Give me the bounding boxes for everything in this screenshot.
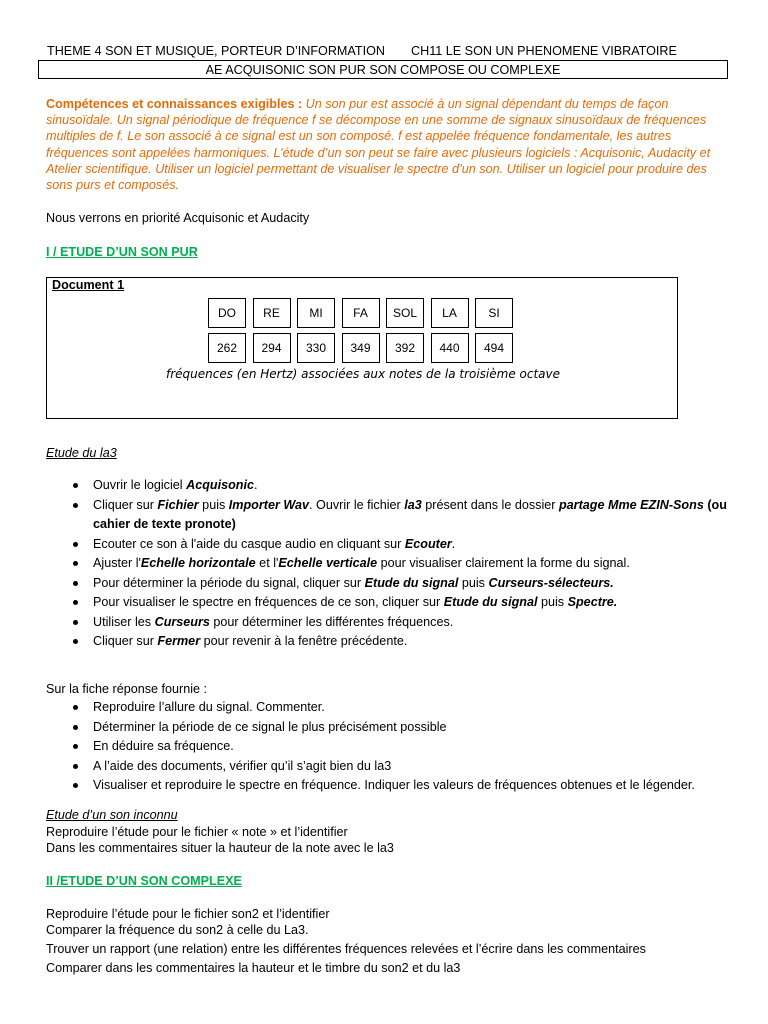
step-text-segment: Importer Wav	[228, 497, 310, 512]
complex-line-3: Trouver un rapport (une relation) entre les différentes fréquences relevées et l’écrire dans les commentaires	[46, 942, 646, 956]
note-frequency-cell: 494	[475, 333, 513, 363]
step-text-segment: Utiliser les	[93, 614, 155, 629]
step-text-segment: . Ouvrir le fichier	[309, 497, 405, 512]
step-text-segment: présent dans le dossier	[421, 497, 559, 512]
note-name-cell: DO	[208, 298, 246, 328]
step-item	[72, 476, 732, 496]
step-item	[72, 593, 732, 613]
step-text-segment: partage Mme EZIN-Sons	[558, 497, 704, 512]
competences-label: Compétences et connaissances exigibles :	[46, 97, 303, 111]
step-text-segment: Pour visualiser le spectre en fréquences de ce son, cliquer sur	[93, 595, 444, 609]
step-text-segment: Fichier	[157, 497, 199, 512]
step-text-segment: Curseurs-sélecteurs.	[488, 575, 614, 590]
step-text-segment: et l'	[255, 556, 279, 570]
answer-item: Déterminer la période de ce signal le plus précisément possible	[72, 718, 732, 738]
answer-item: En déduire sa fréquence.	[72, 737, 732, 757]
step-text-segment: Curseurs	[154, 614, 210, 629]
step-item	[72, 496, 732, 535]
note-frequency-cell: 392	[386, 333, 424, 363]
step-text-segment: .	[253, 478, 258, 492]
step-text-segment: pour déterminer les différentes fréquences.	[209, 614, 454, 629]
header-chapter: CH11 LE SON UN PHENOMENE VIBRATOIRE	[411, 44, 677, 58]
section-heading-complex-sound: II /ETUDE D’UN SON COMPLEXE	[46, 874, 242, 888]
note-frequency-cell: 349	[342, 333, 380, 363]
header-theme: THEME 4 SON ET MUSIQUE, PORTEUR D’INFORMATION	[47, 44, 385, 58]
frequency-table-caption: fréquences (en Hertz) associées aux notes de la troisième octave	[165, 367, 561, 381]
note-frequency-cell: 262	[208, 333, 246, 363]
note-name-cell: FA	[342, 298, 380, 328]
note-frequency-cell: 294	[253, 333, 291, 363]
answer-sheet-intro: Sur la fiche réponse fournie :	[46, 682, 208, 696]
step-text-segment: Pour déterminer la période du signal, cliquer sur	[93, 575, 365, 590]
step-text-segment: Echelle horizontale	[140, 556, 256, 570]
step-text-segment: Etude du signal	[364, 575, 459, 590]
step-item	[72, 574, 732, 594]
note-name-cell: MI	[297, 298, 335, 328]
complex-line-4: Comparer dans les commentaires la hauteur et le timbre du son2 et du la3	[46, 961, 461, 975]
unknown-line-2: Dans les commentaires situer la hauteur de la note avec le la3	[46, 841, 394, 855]
unknown-sound-heading: Etude d’un son inconnu	[46, 808, 178, 822]
answer-item: A l’aide des documents, vérifier qu’il s’agit bien du la3	[72, 757, 732, 777]
priority-line: Nous verrons en priorité Acquisonic et Audacity	[46, 211, 310, 225]
complex-line-2: Comparer la fréquence du son2 à celle du La3.	[46, 923, 309, 937]
step-text-segment: Ajuster l'	[93, 556, 141, 570]
step-text-segment: Cliquer sur	[93, 497, 158, 512]
step-item	[72, 554, 732, 574]
step-text-segment: Ecouter ce son à l'aide du casque audio en cliquant sur	[93, 536, 405, 551]
step-text-segment: Cliquer sur	[93, 634, 158, 648]
document-1-title: Document 1	[52, 278, 125, 292]
step-item	[72, 613, 732, 633]
unknown-line-1: Reproduire l’étude pour le fichier « note » et l’identifier	[46, 825, 348, 839]
step-text-segment: Spectre.	[567, 595, 618, 609]
step-text-segment: (ou cahier de texte pronote)	[93, 497, 727, 531]
step-text-segment: puis	[537, 595, 568, 609]
activity-title: AE ACQUISONIC SON PUR SON COMPOSE OU COMPLEXE	[38, 60, 728, 79]
note-name-cell: SI	[475, 298, 513, 328]
note-names-row	[208, 298, 520, 328]
section-heading-pure-sound: I / ETUDE D’UN SON PUR	[46, 245, 198, 259]
note-name-cell: RE	[253, 298, 291, 328]
document-1-box	[46, 277, 678, 419]
answer-sheet-list	[72, 698, 732, 796]
competences-paragraph	[46, 96, 726, 193]
la3-steps-list	[72, 476, 732, 652]
step-text-segment: .	[451, 536, 456, 551]
note-name-cell: LA	[431, 298, 469, 328]
step-text-segment: Etude du signal	[443, 595, 538, 609]
step-text-segment: Ecouter	[404, 536, 452, 551]
answer-item: Reproduire l’allure du signal. Commenter.	[72, 698, 732, 718]
la3-study-heading: Etude du la3	[46, 446, 117, 460]
step-text-segment: Echelle verticale	[278, 556, 378, 570]
complex-line-1: Reproduire l’étude pour le fichier son2 et l’identifier	[46, 907, 330, 921]
step-item	[72, 632, 732, 652]
step-text-segment: puis	[458, 575, 489, 590]
competences-text: Un son pur est associé à un signal dépendant du temps de façon sinusoïdale. Un signal périodique de fréquence f se décompose en une somme de signaux sinusoïdaux de fréquences multiples de f. Le son associé à ce signal est un son composé. f est appelée fréquence fondamentale, les autres fréquences sont appelées harmoniques. L’étude d’un son peut se faire avec plusieurs logiciels : Acquisonic, Audacity et Atelier scientifique. Utiliser un logiciel permettant de visualiser le spectre d’un son. Utiliser un logiciel pour produire des sons purs et composés.	[46, 97, 711, 193]
step-text-segment: Acquisonic	[186, 478, 254, 492]
step-text-segment: Fermer	[157, 634, 201, 648]
note-frequency-cell: 330	[297, 333, 335, 363]
step-text-segment: pour revenir à la fenêtre précédente.	[200, 634, 408, 648]
note-frequency-cell: 440	[431, 333, 469, 363]
step-item	[72, 535, 732, 555]
step-text-segment: la3	[404, 497, 422, 512]
note-frequencies-row	[208, 333, 520, 363]
answer-item: Visualiser et reproduire le spectre en fréquence. Indiquer les valeurs de fréquences obtenues et le légender.	[72, 776, 732, 796]
step-text-segment: Ouvrir le logiciel	[93, 478, 187, 492]
step-text-segment: pour visualiser clairement la forme du signal.	[377, 556, 630, 570]
step-text-segment: puis	[198, 497, 229, 512]
note-name-cell: SOL	[386, 298, 424, 328]
